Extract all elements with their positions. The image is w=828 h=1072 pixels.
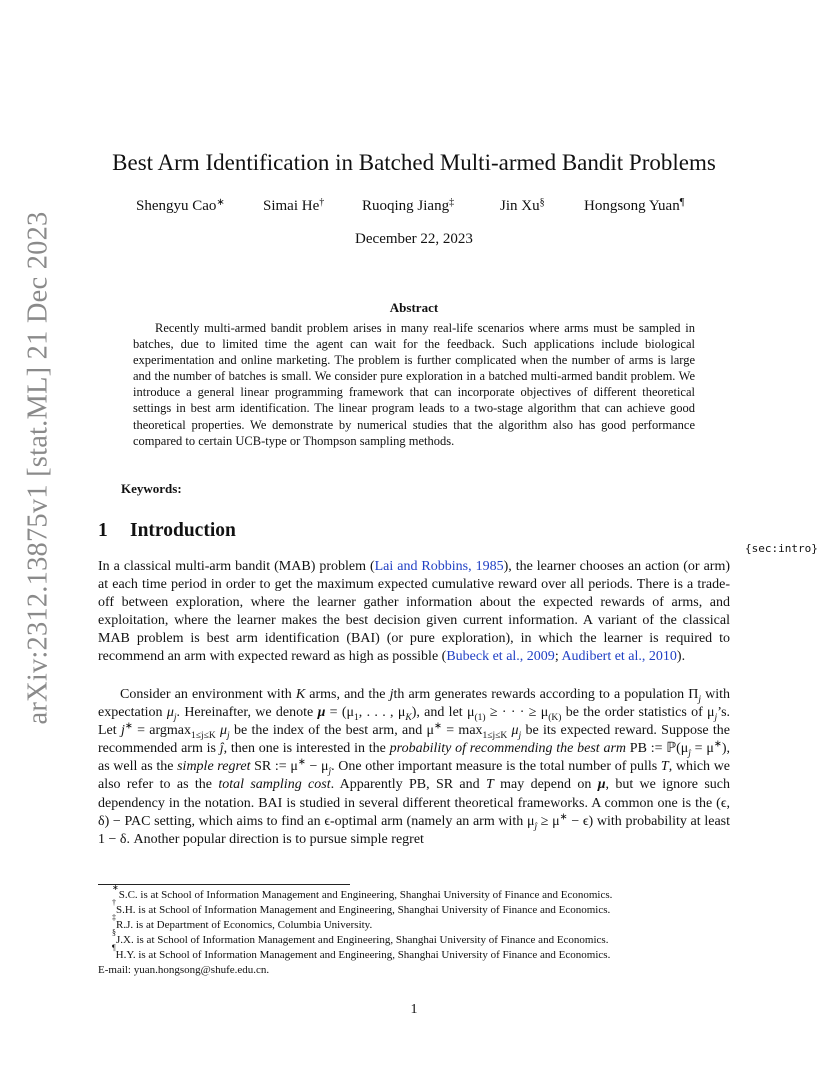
- section-number: 1: [98, 520, 108, 541]
- footnote: §J.X. is at School of Information Management and Engineering, Shanghai University of Finance and Economics.: [112, 928, 609, 946]
- footnote: ∗S.C. is at School of Information Management and Engineering, Shanghai University of Finance and Economics.: [112, 883, 613, 901]
- author: Ruoqing Jiang‡: [362, 197, 455, 214]
- section-label: {sec:intro}: [745, 542, 818, 555]
- keywords-label: Keywords:: [121, 481, 182, 496]
- abstract-heading: Abstract: [389, 300, 439, 315]
- citation-link[interactable]: Lai and Robbins, 1985: [374, 559, 504, 574]
- citation-link[interactable]: Bubeck et al., 2009: [446, 649, 555, 665]
- intro-paragraph-2: Consider an environment with K arms, and the jth arm generates rewards according to a population $\Pi_j$ with expectation $\mu_j$. Hereinafter, we denote $\mu = (\mu_1$, . . . , $\mu_K$), and let $\mu_{(1)}$ ≥ · · · ≥ $\mu_{(K)}$ be the order statistics of $\mu_j’s$. Let j∗ = argmax$_{1\le j\le K}$ $\mu_j$ be the index of the best arm, and $\mu^∗ = \max_{1\le j\le K} \mu_j$ be its expected reward. Suppose the recommended arm is ĵ, then one is interested in the probability of recommending the best arm PB := $ℙ(\mu_ĵ = \mu^∗)$, as well as the simple regret SR := $\mu^∗ - \mu_ĵ$. One other important measure is the total number of pulls T, which we also refer to as the total sampling cost. Apparently PB, SR and T may depend on μ, but we ignore such dependency in the notation. BAI is studied in several different theoretical frameworks. A common one is the (ϵ, δ) − PAC setting, which aims to find an ϵ-optimal arm (namely an arm with $\mu_ĵ \ge \mu^∗ - \epsilon$) with probability at least 1 − δ. Another popular direction is to pursue simple regret: [98, 687, 731, 847]
- arxiv-identifier: arXiv:2312.13875v1 [stat.ML] 21 Dec 2023: [22, 211, 53, 725]
- citation-link[interactable]: Audibert et al., 2010: [561, 649, 677, 665]
- intro-paragraph-1: In a classical multi-arm bandit (MAB) problem (Lai and Robbins, 1985), the learner chooses an action (or arm) at each time period in order to get the maximum expected cumulative reward over all periods. There is a trade-off between exploration, where the learner gather information about the expected rewards of arms, and exploitation, where the learner makes the best decision given current information. A variant of the classical MAB problem is best arm identification (BAI) (or pure exploration), in which the learner is required to recommend an arm with expected reward as high as possible (Bubeck et al., 2009; Audibert et al., 2010).: [98, 559, 730, 665]
- contact-email: E-mail: yuan.hongsong@shufe.edu.cn.: [98, 964, 270, 976]
- abstract-text: Recently multi-armed bandit problem arises in many real-life scenarios where arms must be sampled in batches, due to limited time the agent can wait for the feedback. Such applications include biological experimentation and online marketing. The problem is further complicated when the number of arms is large and the number of batches is small. We consider pure exploration in a batched multi-armed bandit problem. We introduce a general linear programming framework that can incorporate objectives of different theoretical settings in best arm identification. The linear program leads to a two-stage algorithm that can achieve good theoretical properties. We demonstrate by numerical studies that the algorithm also has good performance compared to certain UCB-type or Thompson sampling methods.: [133, 321, 695, 448]
- footnote-divider: [98, 884, 350, 885]
- footnote: †S.H. is at School of Information Management and Engineering, Shanghai University of Finance and Economics.: [112, 898, 611, 916]
- section-title: Introduction: [130, 520, 236, 541]
- page-number: 1: [410, 1002, 418, 1017]
- footnote: ‡R.J. is at Department of Economics, Columbia University.: [112, 913, 373, 931]
- footnote: ¶H.Y. is at School of Information Management and Engineering, Shanghai University of Finance and Economics.: [112, 943, 611, 961]
- author: Hongsong Yuan¶: [584, 197, 685, 214]
- author: Jin Xu§: [500, 197, 545, 214]
- paper-title: Best Arm Identification in Batched Multi-armed Bandit Problems: [112, 150, 716, 175]
- footnotes: [98, 883, 738, 978]
- author: Shengyu Cao∗: [136, 197, 225, 214]
- publication-date: December 22, 2023: [355, 231, 473, 247]
- section-heading: [98, 520, 236, 542]
- arxiv-side-stamp: [18, 211, 58, 725]
- author: Simai He†: [263, 197, 325, 214]
